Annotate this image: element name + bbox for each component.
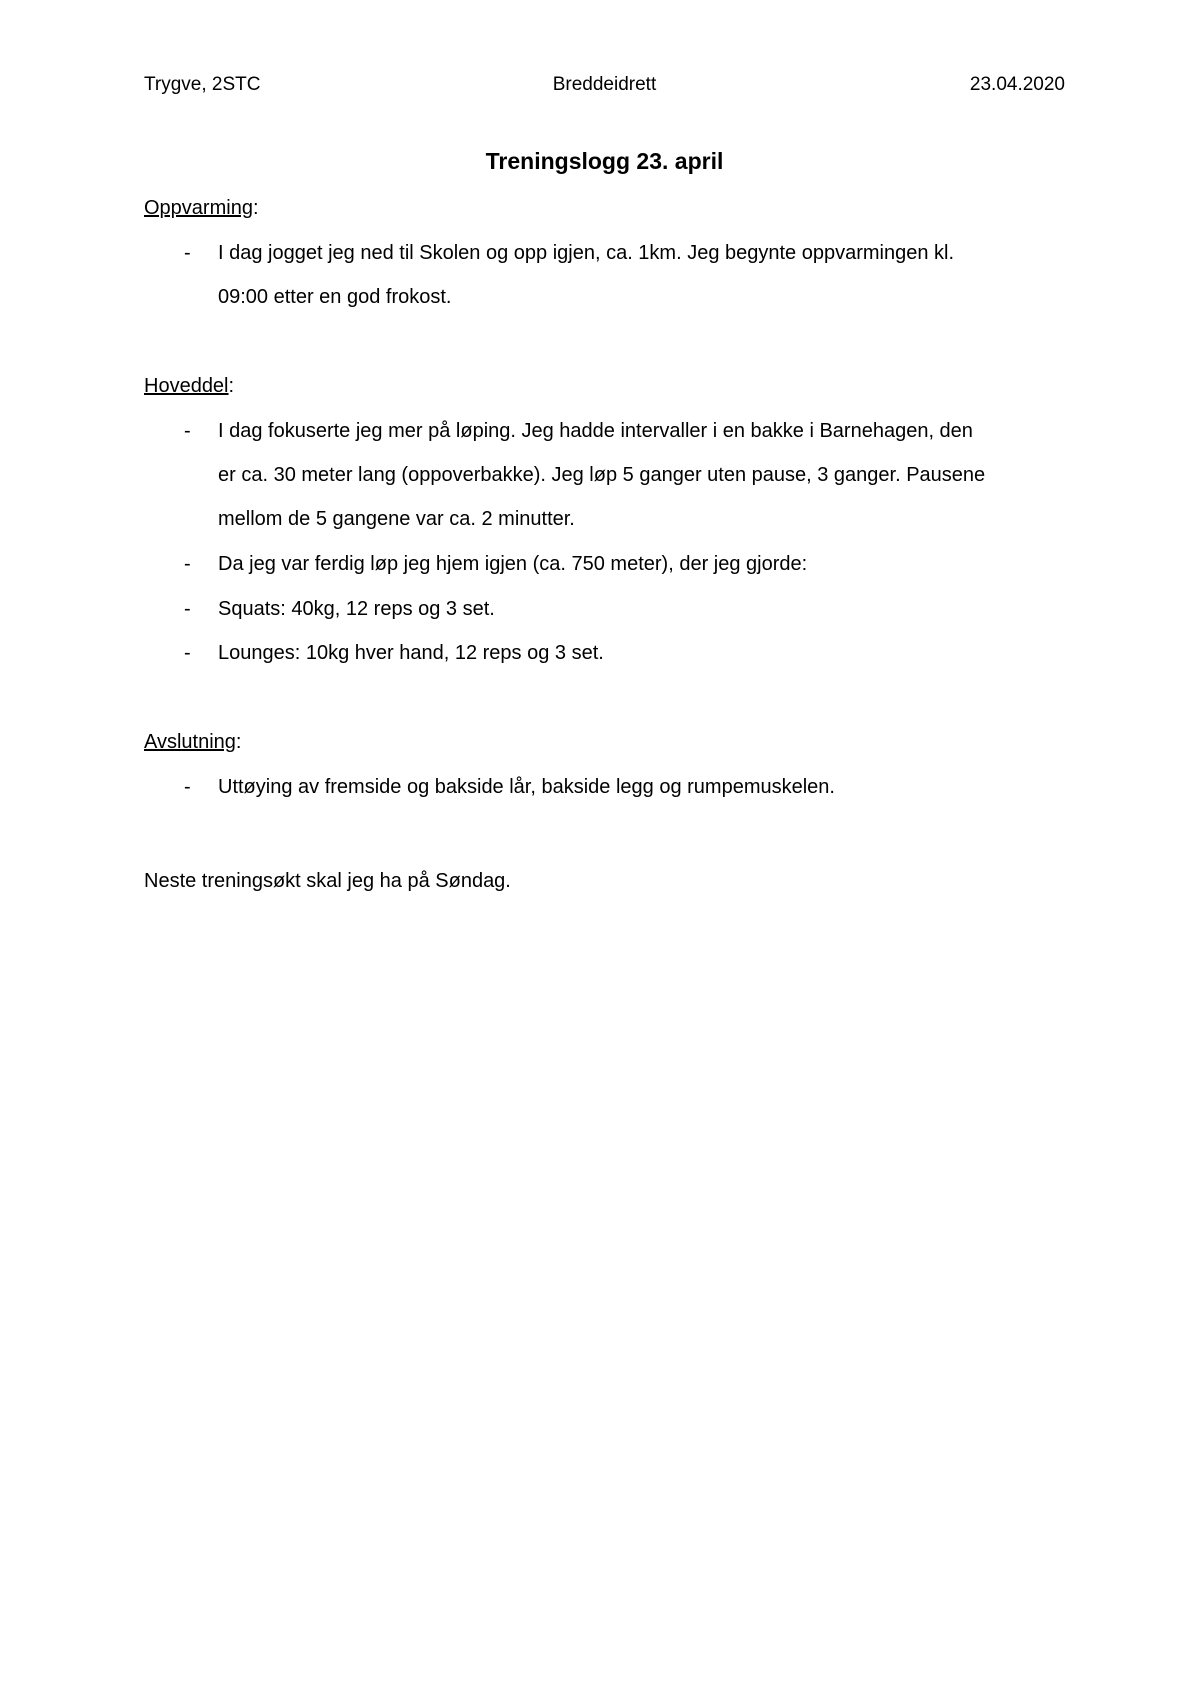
section-heading-text: Hoveddel xyxy=(144,375,229,397)
list-item-line: er ca. 30 meter lang (oppoverbakke). Jeg løp 5 ganger uten pause, 3 ganger. Pausene xyxy=(218,464,986,486)
section-heading-hoveddel xyxy=(144,375,234,398)
section-heading-avslutning xyxy=(144,731,241,754)
bullet-marker: - xyxy=(184,553,191,575)
bullet-marker: - xyxy=(184,642,191,664)
list-item xyxy=(144,598,1065,628)
header-subject: Breddeidrett xyxy=(552,74,657,95)
document-title: Treningslogg 23. april xyxy=(485,148,724,174)
bullet-marker: - xyxy=(184,776,191,798)
section-heading-text: Oppvarming xyxy=(144,197,253,219)
list-item xyxy=(144,553,1065,583)
list-item-line: Lounges: 10kg hver hand, 12 reps og 3 set. xyxy=(218,642,604,664)
closing-note: Neste treningsøkt skal jeg ha på Søndag. xyxy=(144,870,511,892)
list-item-line: Da jeg var ferdig løp jeg hjem igjen (ca. 750 meter), der jeg gjorde: xyxy=(218,553,808,575)
section-heading-text: Avslutning xyxy=(144,731,236,753)
heading-colon: : xyxy=(235,731,242,753)
list-item-line: mellom de 5 gangene var ca. 2 minutter. xyxy=(218,508,575,530)
list-item xyxy=(144,242,1065,308)
page-header xyxy=(144,74,1065,102)
bullet-marker: - xyxy=(184,420,191,442)
heading-colon: : xyxy=(228,375,235,397)
section-heading-oppvarming xyxy=(144,197,259,220)
list-item-line: 09:00 etter en god frokost. xyxy=(218,286,452,308)
list-item-line: Uttøying av fremside og bakside lår, bakside legg og rumpemuskelen. xyxy=(218,776,835,798)
bullet-marker: - xyxy=(184,598,191,620)
header-date: 23.04.2020 xyxy=(969,74,1065,95)
list-item-line: Squats: 40kg, 12 reps og 3 set. xyxy=(218,598,495,620)
list-item-line: I dag jogget jeg ned til Skolen og opp igjen, ca. 1km. Jeg begynte oppvarmingen kl. xyxy=(218,242,955,264)
heading-colon: : xyxy=(252,197,259,219)
list-item xyxy=(144,420,1065,550)
list-item-line: I dag fokuserte jeg mer på løping. Jeg hadde intervaller i en bakke i Barnehagen, den xyxy=(218,420,973,442)
list-item xyxy=(144,776,1065,806)
list-item xyxy=(144,642,1065,672)
header-author: Trygve, 2STC xyxy=(144,74,261,95)
bullet-marker: - xyxy=(184,242,191,264)
